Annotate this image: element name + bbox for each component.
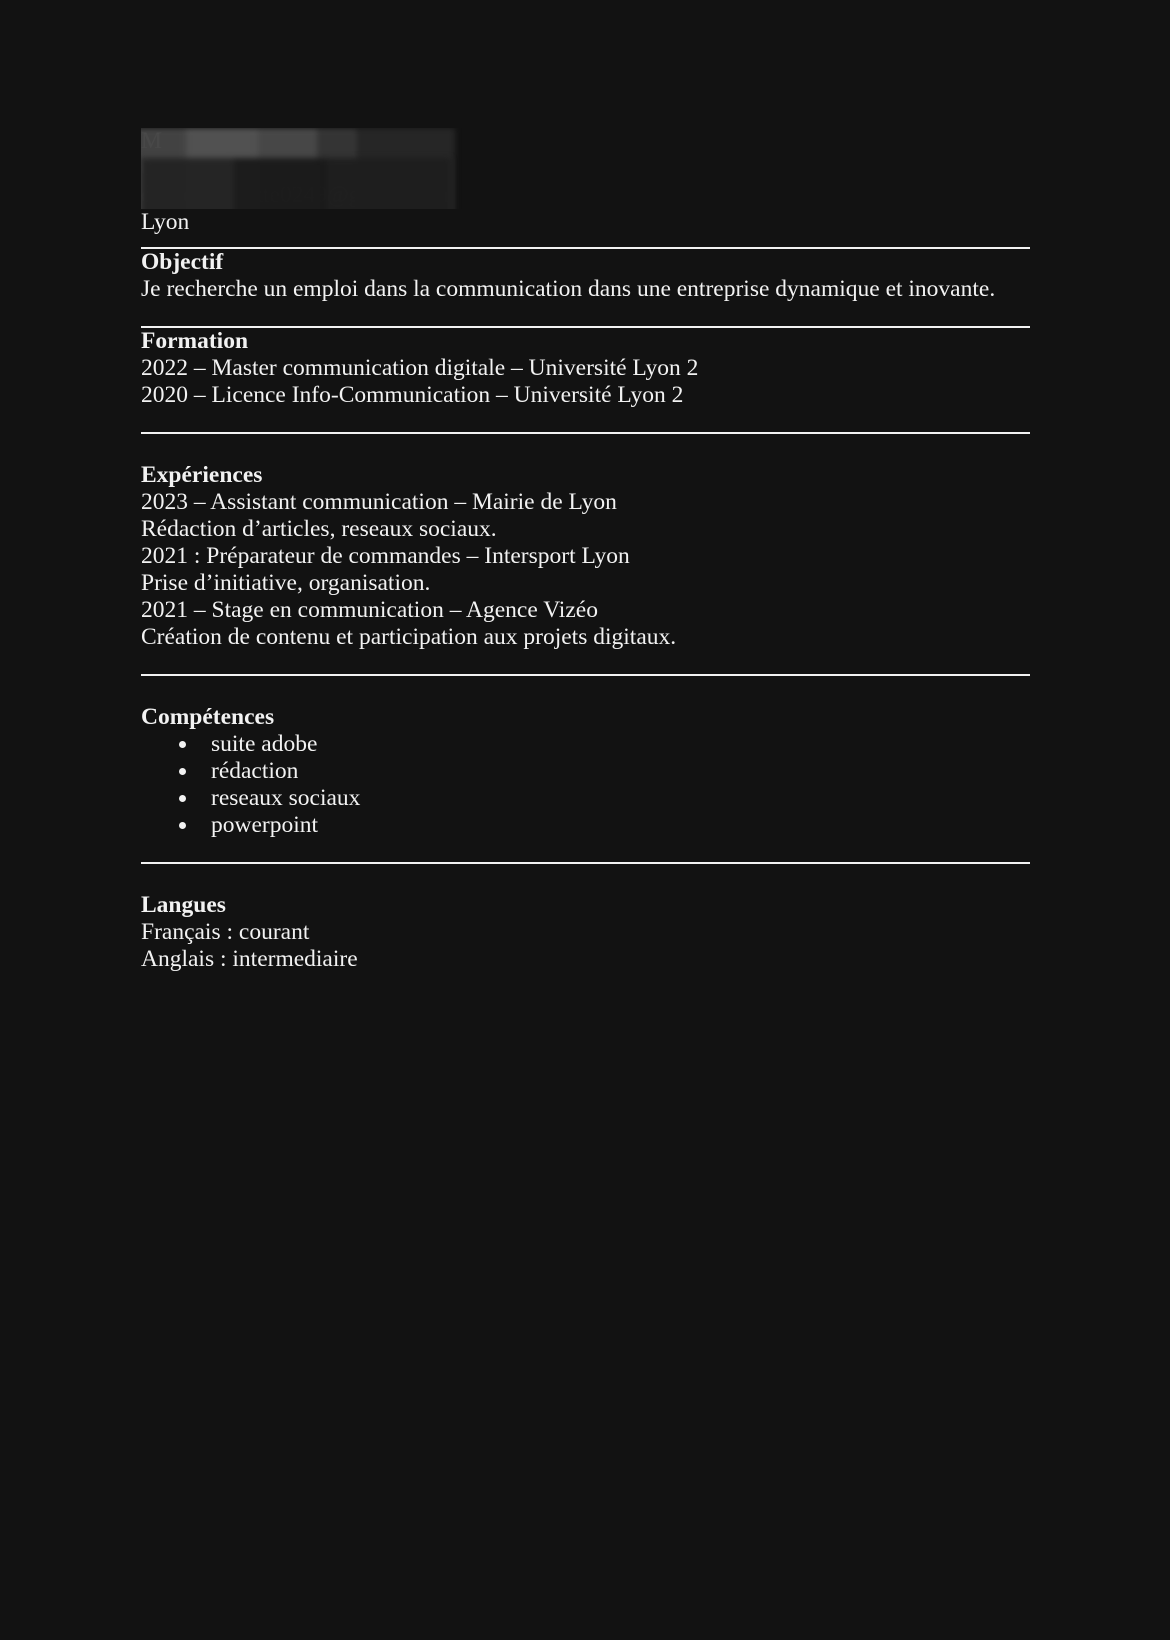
objectif-text: Je recherche un emploi dans la communication dans une entreprise dynamique et inovante. <box>141 276 996 302</box>
language-item: Français : courant <box>141 919 310 945</box>
skill-label: rédaction <box>211 758 299 784</box>
section-title-langues: Langues <box>141 892 226 918</box>
skill-item <box>141 812 1030 839</box>
experience-line: Création de contenu et participation aux projets digitaux. <box>141 624 677 650</box>
bullet-icon <box>179 822 186 829</box>
section-title-competences: Compétences <box>141 704 275 730</box>
skill-item <box>141 785 1030 812</box>
experience-line: 2021 : Préparateur de commandes – Intersport Lyon <box>141 543 630 569</box>
section-title-objectif: Objectif <box>141 249 224 275</box>
section-title-formation: Formation <box>141 328 249 354</box>
bullet-icon <box>179 795 186 802</box>
skill-item <box>141 758 1030 785</box>
section-title-experiences: Expériences <box>141 462 263 488</box>
language-item: Anglais : intermediaire <box>141 946 358 972</box>
redacted-contact-block <box>141 128 1030 209</box>
formation-item: 2022 – Master communication digitale – Université Lyon 2 <box>141 355 699 381</box>
skill-label: suite adobe <box>211 731 318 757</box>
resume-document <box>141 128 1030 973</box>
experience-line: Prise d’initiative, organisation. <box>141 570 431 596</box>
experience-line: Rédaction d’articles, reseaux sociaux. <box>141 516 497 542</box>
candidate-city: Lyon <box>141 209 190 235</box>
bullet-icon <box>179 741 186 748</box>
formation-item: 2020 – Licence Info-Communication – Université Lyon 2 <box>141 382 684 408</box>
skill-label: powerpoint <box>211 812 319 838</box>
pixelation-mask-lower <box>141 158 451 209</box>
skills-list <box>141 731 1030 839</box>
skill-label: reseaux sociaux <box>211 785 361 811</box>
experience-line: 2021 – Stage en communication – Agence Vizéo <box>141 597 598 623</box>
skill-item <box>141 731 1030 758</box>
bullet-icon <box>179 768 186 775</box>
experience-line: 2023 – Assistant communication – Mairie de Lyon <box>141 489 617 515</box>
